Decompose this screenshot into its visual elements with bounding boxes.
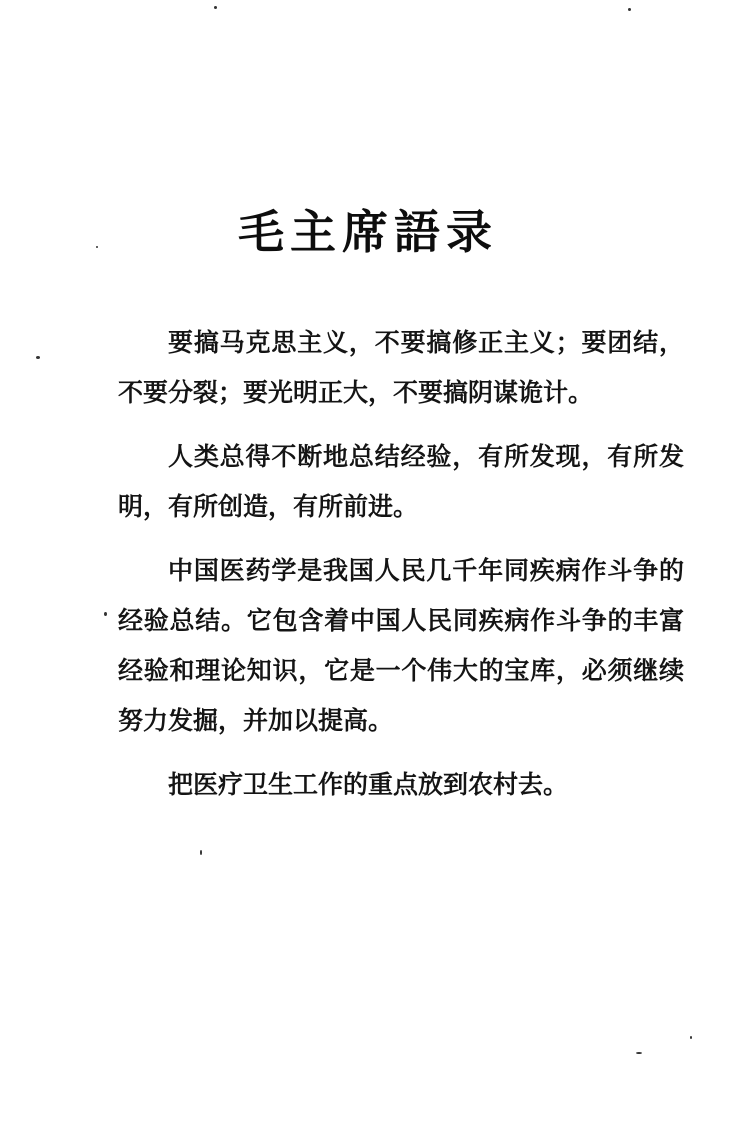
quotation-paragraph-2: 人类总得不断地总结经验，有所发现，有所发明，有所创造，有所前进。	[118, 442, 684, 521]
quotation-paragraph-4: 把医疗卫生工作的重点放到农村去。	[168, 770, 569, 799]
scan-speck	[214, 6, 217, 9]
quotation-body	[118, 318, 684, 824]
quotation-paragraph-3: 中国医药学是我国人民几千年同疾病作斗争的经验总结。它包含着中国人民同疾病作斗争的丰富经验和理论知识，它是一个伟大的宝库，必须继续努力发掘，并加以提高。	[118, 556, 684, 735]
scan-speck	[200, 850, 202, 855]
scan-speck	[636, 1052, 642, 1054]
scan-speck	[104, 612, 107, 616]
quotation-paragraph-1: 要搞马克思主义，不要搞修正主义；要团结，不要分裂；要光明正大，不要搞阴谋诡计。	[118, 328, 684, 407]
page-title: 毛主席語录	[238, 205, 498, 259]
scan-speck	[690, 1036, 692, 1039]
scan-speck	[96, 246, 98, 248]
scan-speck	[36, 356, 40, 359]
scan-speck	[628, 8, 631, 11]
